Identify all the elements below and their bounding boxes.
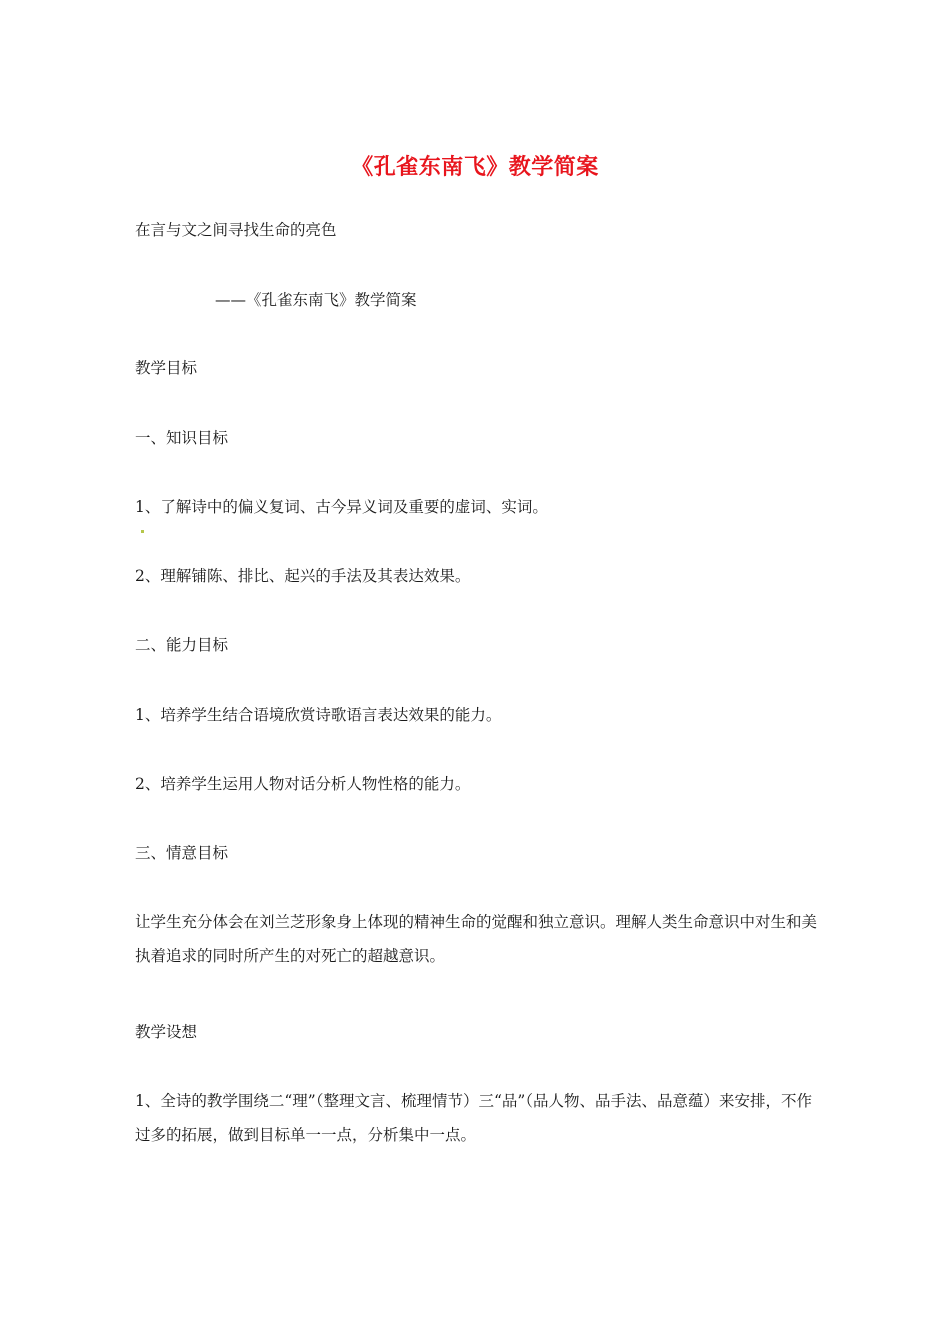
section-heading-goals: 教学目标 (135, 359, 198, 377)
design-item-1: 1、全诗的教学围绕二“理”（整理文言、梳理情节）三“品”（品人物、品手法、品意蕴）来安排，不作过多的拓展，做到目标单一一点，分析集中一点。 (135, 1092, 813, 1144)
knowledge-item-2: 2、理解铺陈、排比、起兴的手法及其表达效果。 (135, 567, 471, 585)
subtitle-attribution: ——《孔雀东南飞》教学简案 (215, 291, 417, 309)
emotion-paragraph: 让学生充分体会在刘兰芝形象身上体现的精神生命的觉醒和独立意识。理解人类生命意识中对生和美执着追求的同时所产生的对死亡的超越意识。 (135, 913, 818, 965)
ability-item-2: 2、培养学生运用人物对话分析人物性格的能力。 (135, 775, 471, 793)
knowledge-item-1: 1、了解诗中的偏义复词、古今异义词及重要的虚词、实词。 (135, 498, 548, 516)
subtitle: 在言与文之间寻找生命的亮色 (135, 221, 337, 239)
section-heading-design: 教学设想 (135, 1023, 198, 1041)
knowledge-heading: 一、知识目标 (135, 429, 229, 447)
emotion-heading: 三、情意目标 (135, 844, 229, 862)
ability-heading: 二、能力目标 (135, 636, 229, 654)
document-title: 《孔雀东南飞》教学简案 (351, 155, 599, 180)
stray-mark (141, 530, 144, 533)
ability-item-1: 1、培养学生结合语境欣赏诗歌语言表达效果的能力。 (135, 706, 502, 724)
